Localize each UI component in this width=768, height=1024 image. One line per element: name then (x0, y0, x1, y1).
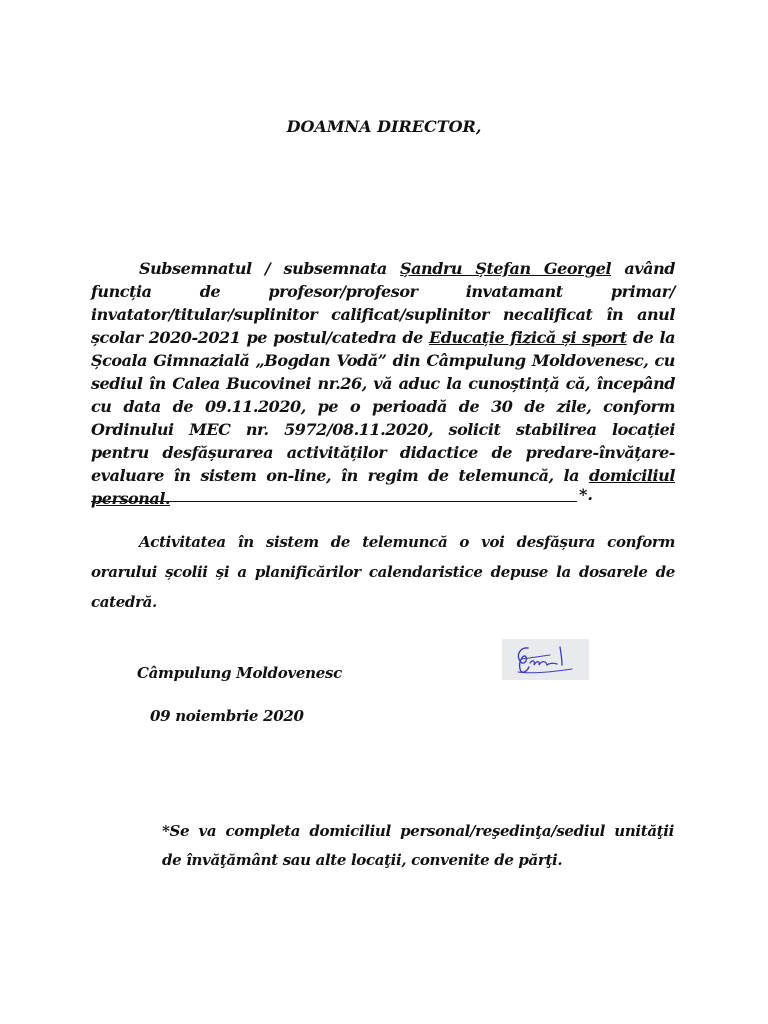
date-line: 09 noiembrie 2020 (150, 707, 304, 725)
subject-name: Educație fizică și sport (429, 328, 627, 347)
footnote-marker: *. (579, 485, 593, 504)
para2-text: Activitatea în sistem de telemuncă o voi desfășura conform orarului școlii și a planificărilor calendaristice depuse la dosarele de catedră. (91, 533, 675, 611)
fill-in-blank-line (91, 485, 577, 502)
main-paragraph (91, 257, 675, 510)
footnote-text: *Se va completa domiciliul personal/reşedinţa/sediul unităţii de învăţământ sau alte locaţii, convenite de părţi. (162, 822, 674, 869)
place-line: Câmpulung Moldovenesc (137, 664, 342, 682)
signature-image (502, 639, 589, 680)
page-title: DOAMNA DIRECTOR, (286, 117, 482, 136)
teacher-name: Șandru Ștefan Georgel (399, 259, 612, 278)
signature-scribble-icon (502, 639, 589, 680)
para1-text-3: de la Școala Gimnazială „Bogdan Vodă” din Câmpulung Moldovenesc, cu sediul în Calea Bucovinei nr.26, vă aduc la cunoștință că, începând cu data de 09.11.2020, pe o perioadă de 30 de zile, conform Ordinului MEC nr. 5972/08.11.2020, solicit stabilirea locației pentru desfășurarea activităților didactice de predare-învățare-evaluare în sistem on-line, în regim de telemuncă, la (91, 328, 675, 485)
para1-text-2: având funcția de profesor/profesor invatamant primar/ invatator/titular/suplinitor calificat/suplinitor necalificat în anul școlar 2020-2021 pe postul/catedra de (91, 259, 675, 347)
second-paragraph (91, 527, 675, 617)
location-value: domiciliul personal. (91, 466, 675, 508)
para1-text-1: Subsemnatul / subsemnata (139, 259, 400, 278)
